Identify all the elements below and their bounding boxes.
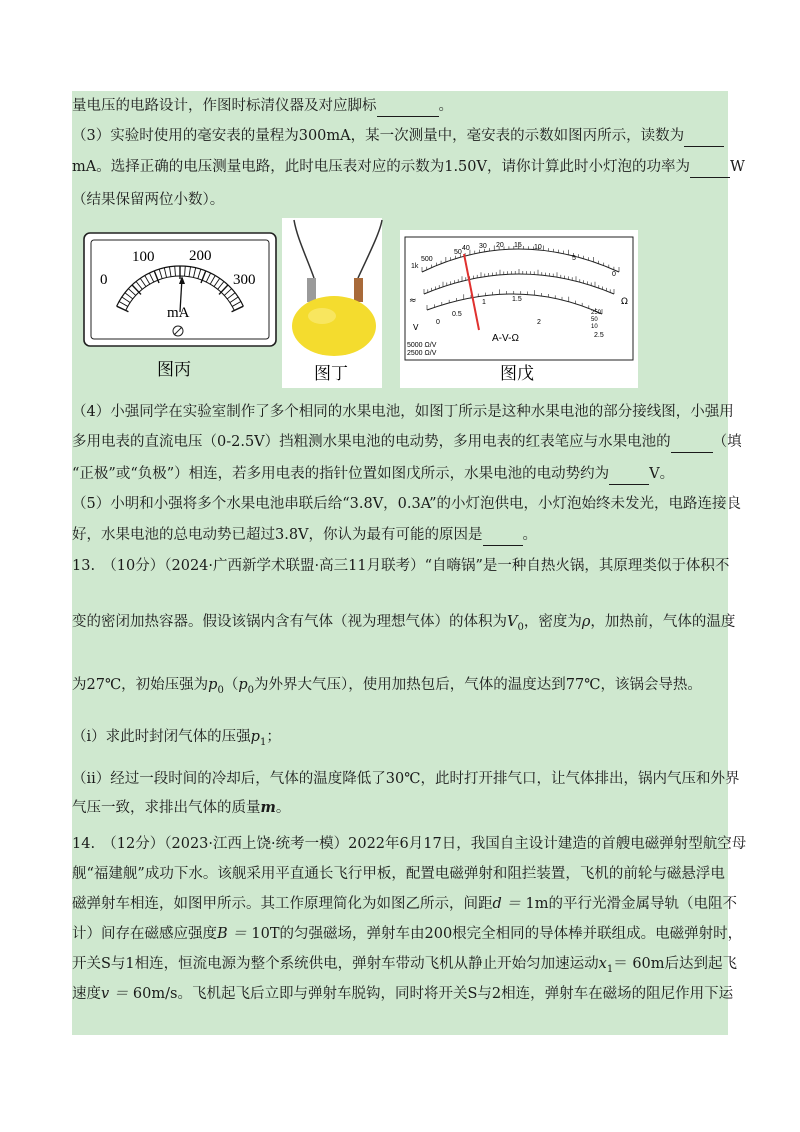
line-3: （结果保留两位小数）。	[72, 192, 225, 208]
figure-wu-multimeter	[400, 230, 638, 388]
math-p0: $p_0$	[208, 677, 224, 696]
figure-bing-milliammeter	[84, 233, 276, 380]
figure-ding-lemon-battery	[282, 218, 382, 388]
tick-label-100: 100	[132, 249, 155, 265]
text: ，加热前，气体的温度	[590, 614, 736, 630]
scale-30: 30	[479, 243, 487, 250]
math-v: v ＝	[101, 986, 133, 1002]
text: 速度	[72, 986, 101, 1002]
scale-50: 50	[454, 249, 462, 256]
math-p1: $p_1$	[250, 729, 267, 748]
line-2	[72, 157, 745, 178]
mid-2.5: 2.5	[594, 332, 604, 339]
math-x1: $x_1=$	[598, 956, 633, 975]
math-d: d ＝	[492, 896, 526, 912]
text: 磁弹射车相连，如图甲所示。其工作原理简化为如图乙所示，间距	[72, 896, 493, 912]
text: 10T的匀强磁场，弹射车由200根完全相同的导体棒并联组成。电磁弹射时，	[251, 926, 743, 942]
math-t77: 77℃	[565, 677, 601, 693]
text: 开关S与1相连，恒流电源为整个系统供电，弹射车带动飞机从静止开始匀加速运动	[72, 956, 599, 972]
text: ，此时打开排气口，让气体排出，锅内气压和外界	[420, 771, 740, 787]
math-p0-2: $p_0$	[238, 677, 255, 696]
question-14-line-1: 14. （12分）（2023·江西上饶·统考一模）2022年6月17日，我国自主设计建造的首艘电磁弹射型航空母	[72, 836, 747, 852]
math-rho: ρ	[581, 614, 591, 630]
math-b: B ＝	[217, 926, 252, 942]
answer-blank[interactable]	[671, 432, 713, 453]
text: 好，水果电池的总电动势已超过3.8V，你认为最有可能的原因是	[72, 527, 483, 543]
text: V。	[649, 466, 675, 482]
math-v0: $V_0$	[507, 614, 524, 633]
label-ac: ≈	[409, 296, 417, 306]
scale-15: 15	[514, 242, 522, 249]
answer-blank[interactable]	[690, 157, 730, 178]
question-14-line-5	[72, 954, 737, 980]
zinc-electrode	[307, 278, 316, 302]
question-13-line-2	[72, 612, 735, 638]
question-14-line-2: 舰“福建舰”成功下水。该舰采用平直通长飞行甲板，配置电磁弹射和阻拦装置，飞机的前轮与磁悬浮电	[72, 866, 725, 882]
text: 量电压的电路设计，作图时标清仪器及对应脚标	[72, 98, 377, 114]
line-7: （5）小明和小强将多个水果电池串联后给“3.8V，0.3A”的小灯泡供电，小灯泡始终未发光，电路连接良	[72, 496, 741, 512]
line-0	[72, 96, 453, 117]
mid-1.5: 1.5	[512, 296, 522, 303]
scale-0: 0	[612, 271, 616, 278]
scale-40: 40	[462, 245, 470, 252]
right-250: 250	[591, 310, 602, 316]
line-4: （4）小强同学在实验室制作了多个相同的水果电池，如图丁所示是这种水果电池的部分接线图，小强用	[72, 404, 734, 420]
line-6	[72, 464, 674, 485]
math-m: m	[260, 799, 276, 816]
text: ，初始压强为	[121, 677, 209, 693]
text: 为	[72, 677, 87, 693]
text: 。	[438, 98, 453, 114]
text: 为外界大气压），使用加热包后，气体的温度达到	[254, 677, 566, 693]
scale-1k: 1k	[411, 263, 419, 270]
text: （ⅱ）经过一段时间的冷却后，气体的温度降低了	[72, 771, 386, 787]
right-50: 50	[591, 317, 598, 323]
answer-blank[interactable]	[609, 464, 649, 485]
text: 60m后达到起飞	[632, 956, 738, 972]
text: W	[729, 159, 745, 175]
answer-blank[interactable]	[377, 96, 439, 117]
mid-2: 2	[537, 319, 541, 326]
question-14-line-4	[72, 924, 742, 944]
sensitivity-5000: 5000 Ω/V	[407, 342, 437, 349]
text: （ⅰ）求此时封闭气体的压强	[72, 729, 251, 745]
math-t30: 30℃	[385, 771, 421, 787]
line-5	[72, 432, 742, 453]
text: （3）实验时使用的毫安表的量程为300mA，某一次测量中，毫安表的示数如图丙所示，读数为	[72, 128, 685, 144]
tick-label-200: 200	[189, 248, 212, 264]
sensitivity-2500: 2500 Ω/V	[407, 350, 437, 357]
text: 1m的平行光滑金属导轨（电阻不	[525, 896, 737, 912]
question-13-line-1: 13. （10分）（2024·广西新学术联盟·高三11月联考）“自嗨锅”是一种自热火锅，其原理类似于体积不	[72, 558, 730, 574]
text: ；	[266, 729, 281, 745]
mid-1: 1	[482, 299, 486, 306]
tick-label-0: 0	[100, 272, 108, 288]
question-14-line-6	[72, 984, 733, 1004]
figure-caption-bing: 图丙	[157, 360, 191, 380]
mid-0: 0	[436, 319, 440, 326]
right-10: 10	[591, 324, 598, 330]
unit-label: mA	[167, 305, 190, 321]
lemon	[292, 296, 376, 356]
text: 计）间存在磁感应强度	[72, 926, 217, 942]
mid-0.5: 0.5	[452, 311, 462, 318]
figure-caption-ding: 图丁	[314, 364, 348, 384]
text: 气压一致，求排出气体的质量	[72, 800, 261, 816]
label-v: V	[413, 323, 419, 332]
text: ，密度为	[523, 614, 582, 630]
figure-caption-wu: 图戊	[500, 364, 534, 384]
tick-label-300: 300	[233, 272, 256, 288]
text: （填	[712, 434, 742, 450]
line-1	[72, 126, 724, 147]
question-13-part-ii	[72, 769, 739, 789]
math-t27: 27℃	[86, 677, 122, 693]
text: 。	[275, 800, 291, 816]
text: 变的密闭加热容器。假设该锅内含有气体（视为理想气体）的体积为	[72, 614, 507, 630]
copper-electrode	[354, 278, 363, 302]
text: （	[223, 677, 239, 693]
question-13-part-ii-cont	[72, 798, 290, 818]
scale-500: 500	[421, 256, 433, 263]
figures-row	[82, 218, 638, 388]
answer-blank[interactable]	[684, 126, 724, 147]
text: 60m/s。飞机起飞后立即与弹射车脱钩，同时将开关S与2相连，弹射车在磁场的阻尼作用下运	[132, 986, 734, 1002]
question-14-line-3	[72, 894, 737, 914]
text: mA。选择正确的电压测量电路，此时电压表对应的示数为1.50V，请你计算此时小灯泡的功率为	[72, 159, 690, 175]
text: 多用电表的直流电压（0-2.5V）挡粗测水果电池的电动势，多用电表的红表笔应与水果电池的	[72, 434, 671, 450]
scale-5: 5	[572, 255, 576, 262]
text: 。	[522, 527, 538, 543]
line-8	[72, 525, 537, 546]
question-13-line-3	[72, 675, 702, 701]
scale-10: 10	[534, 244, 542, 251]
question-13-part-i	[72, 727, 281, 753]
label-ohm: Ω	[621, 297, 628, 307]
scale-20: 20	[496, 242, 504, 249]
multimeter-label: A-V-Ω	[492, 333, 519, 344]
answer-blank[interactable]	[483, 525, 523, 546]
text: “正极”或“负极”）相连，若多用电表的指针位置如图戊所示，水果电池的电动势约为	[72, 466, 610, 482]
text: ，该锅会导热。	[600, 677, 702, 693]
